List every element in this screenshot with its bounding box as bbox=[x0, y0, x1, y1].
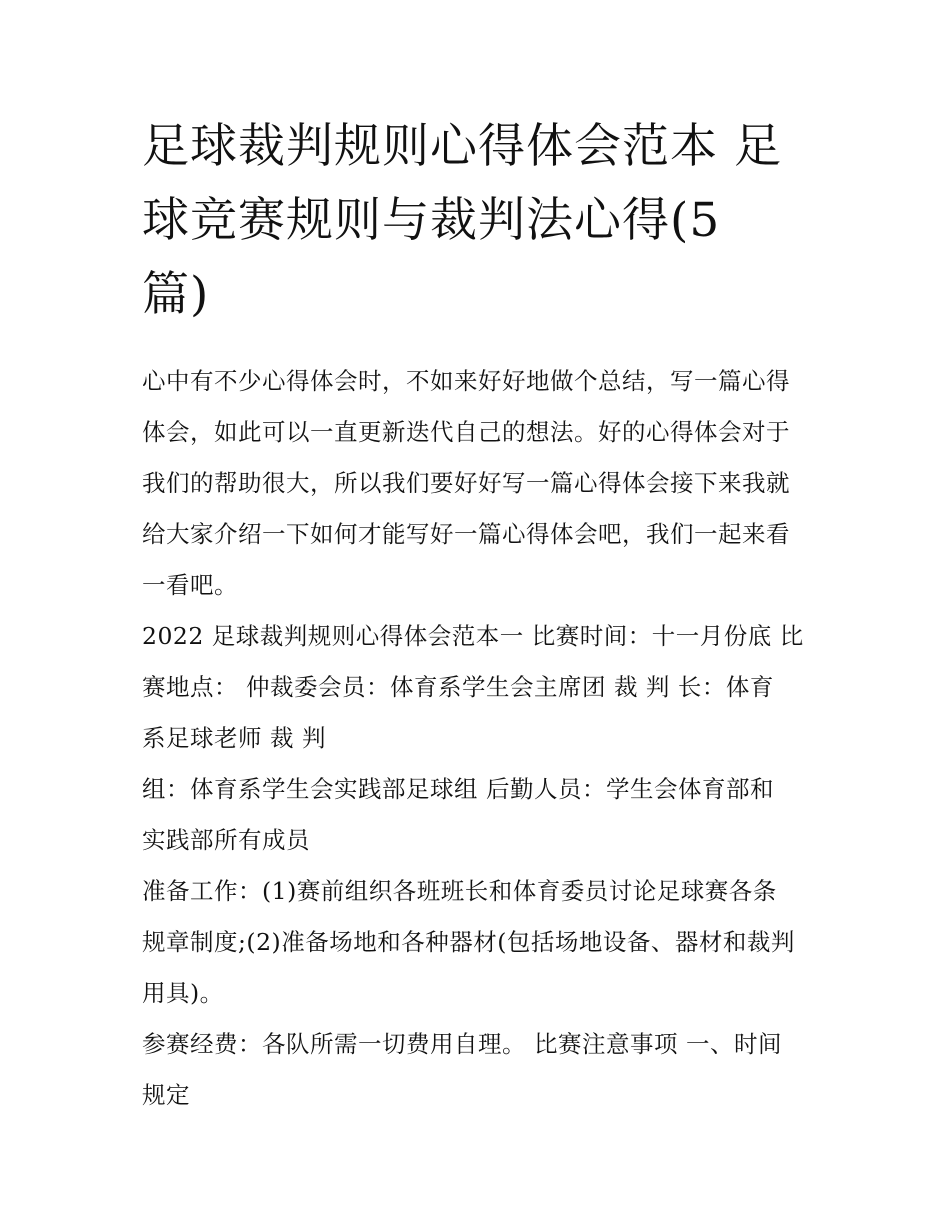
paragraph-line: 体会，如此可以一直更新迭代自己的想法。好的心得体会对于 bbox=[142, 418, 790, 446]
paragraph-line: 用具)。 bbox=[142, 979, 224, 1007]
document-body bbox=[142, 356, 814, 1121]
paragraph-line: 参赛经费：各队所需一切费用自理。 比赛注意事项 一、时间 bbox=[142, 1030, 782, 1058]
paragraph-line: 2022 足球裁判规则心得体会范本一 比赛时间：十一月份底 比 bbox=[142, 622, 804, 650]
preparation-paragraph bbox=[142, 866, 814, 1019]
intro-paragraph bbox=[142, 356, 814, 611]
paragraph-line: 一看吧。 bbox=[142, 571, 238, 599]
funding-paragraph bbox=[142, 1019, 814, 1121]
paragraph-line: 组：体育系学生会实践部足球组 后勤人员：学生会体育部和 bbox=[142, 775, 774, 803]
title-line-3: 篇) bbox=[142, 267, 210, 322]
paragraph-line: 规章制度;(2)准备场地和各种器材(包括场地设备、器材和裁判 bbox=[142, 928, 795, 956]
paragraph-line: 规定 bbox=[142, 1081, 190, 1109]
document-title bbox=[142, 110, 814, 332]
staff-paragraph bbox=[142, 764, 814, 866]
match-info-paragraph bbox=[142, 611, 814, 764]
paragraph-line: 准备工作：(1)赛前组织各班班长和体育委员讨论足球赛各条 bbox=[142, 877, 777, 905]
title-line-1: 足球裁判规则心得体会范本 足 bbox=[142, 119, 782, 174]
paragraph-line: 系足球老师 裁 判 bbox=[142, 724, 326, 752]
paragraph-line: 我们的帮助很大，所以我们要好好写一篇心得体会接下来我就 bbox=[142, 469, 790, 497]
title-line-2: 球竞赛规则与裁判法心得(5 bbox=[142, 193, 721, 248]
document-content bbox=[142, 110, 814, 1121]
paragraph-line: 赛地点： 仲裁委会员：体育系学生会主席团 裁 判 长：体育 bbox=[142, 673, 774, 701]
paragraph-line: 心中有不少心得体会时，不如来好好地做个总结，写一篇心得 bbox=[142, 367, 790, 395]
paragraph-line: 给大家介绍一下如何才能写好一篇心得体会吧，我们一起来看 bbox=[142, 520, 790, 548]
paragraph-line: 实践部所有成员 bbox=[142, 826, 310, 854]
